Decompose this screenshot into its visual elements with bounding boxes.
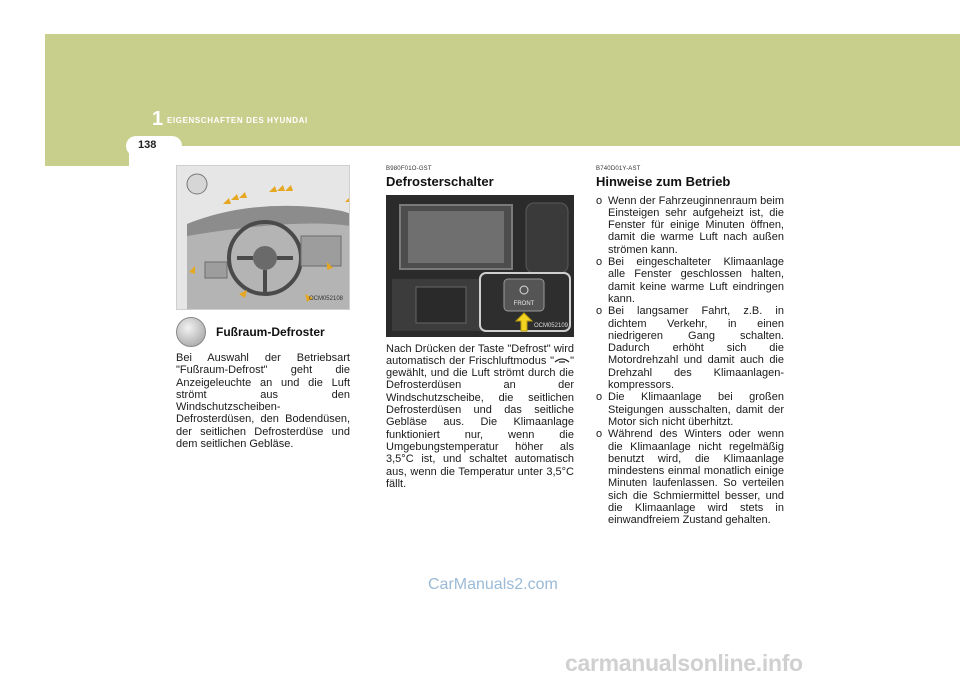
front-button-label: FRONT (513, 300, 535, 307)
bullet-marker: o (596, 391, 603, 404)
sub-heading-row (176, 317, 350, 347)
chapter-title: EIGENSCHAFTEN DES HYUNDAI (167, 116, 308, 125)
bullet-marker: o (596, 194, 603, 207)
list-item-text: Die Klimaanlage bei großen Steigungen ausschalten, damit der Motor sich nicht überhitzt. (608, 391, 784, 428)
header-tab (45, 146, 129, 166)
bullet-marker: o (596, 256, 603, 269)
list-item-text: Bei langsamer Fahrt, z.B. in dichtem Verkehr, in einen niedrigeren Gang schalten. Dadurch erhöht sich die Motordrehzahl und damit auch die Drehzahl des Klimaanlagen-kompressors. (608, 305, 784, 392)
figure-code: OCM052109 (533, 323, 568, 330)
middle-column (386, 163, 574, 490)
section-code: B740D01Y-AST (596, 166, 641, 172)
left-column (176, 165, 350, 450)
dashboard-figure (176, 165, 350, 310)
section-heading: Defrosterschalter (386, 174, 494, 190)
page-number: 138 (138, 139, 157, 151)
list-item (596, 391, 784, 428)
section-heading: Hinweise zum Betrieb (596, 174, 731, 190)
list-item-text: Während des Winters oder wenn die Klimaanlage nicht regelmäßig benutzt wird, die Klimaanlage mindestens einmal monatlich einige Minuten laufenlassen. So verteilen sich die Schmiermittel besser, und die Klimaanlage wird stets in einwandfreiem Zustand gehalten. (608, 428, 784, 527)
middle-paragraph-part-1: Nach Drücken der Taste "Defrost" wird automatisch der Frischluftmodus " (386, 342, 574, 367)
list-item-text: Bei eingeschalteter Klimaanlage alle Fenster geschlossen halten, damit keine warme Luft eindringen kann. (608, 256, 784, 305)
sub-heading: Fußraum-Defroster (216, 324, 325, 339)
chapter-number: 1 (152, 108, 164, 130)
middle-paragraph-part-2: " gewählt, und die Luft strömt durch die Defrosterdüsen an der Windschutzscheibe, die seitlichen Defrosterdüsen und das seitliche Gebläse aus. Die Klimaanlage funktioniert nur, wenn die Umgebungstemperatur höher als 3,5°C ist, und schaltet automatisch aus, wenn die Temperatur unter 3,5°C fällt. (386, 354, 574, 490)
bullet-marker: o (596, 428, 603, 441)
list-item (596, 428, 784, 526)
floor-defrost-icon (176, 317, 206, 347)
fresh-air-mode-icon (554, 355, 570, 367)
bullet-marker: o (596, 305, 603, 318)
defrost-switch-illustration (386, 195, 574, 337)
figure-code: OCM052108 (308, 295, 343, 302)
left-paragraph: Bei Auswahl der Betriebsart "Fußraum-Defrost" geht die Anzeigeleuchte an und die Luft strömt aus den Windschutzscheiben-Defrosterdüsen, den Bodendüsen, der seitlichen Defrosterdüse und dem seitlichen Gebläse. (176, 352, 350, 451)
header-band (45, 34, 960, 146)
defrost-switch-figure (386, 195, 574, 337)
operation-tips-list (596, 195, 784, 527)
watermark-carmanuals[interactable]: CarManuals2.com (428, 576, 558, 593)
middle-paragraph (386, 343, 574, 491)
right-column (596, 163, 784, 527)
section-code: B980F01O-GST (386, 166, 432, 172)
list-item (596, 256, 784, 305)
dashboard-illustration (177, 166, 350, 310)
list-item (596, 195, 784, 256)
watermark-carmanualsonline[interactable]: carmanualsonline.info (565, 650, 803, 676)
list-item (596, 305, 784, 391)
list-item-text: Wenn der Fahrzeuginnenraum beim Einsteigen sehr aufgeheizt ist, die Fenster für einige Minuten öffnen, damit die warme Luft nach außen strömen kann. (608, 194, 784, 256)
